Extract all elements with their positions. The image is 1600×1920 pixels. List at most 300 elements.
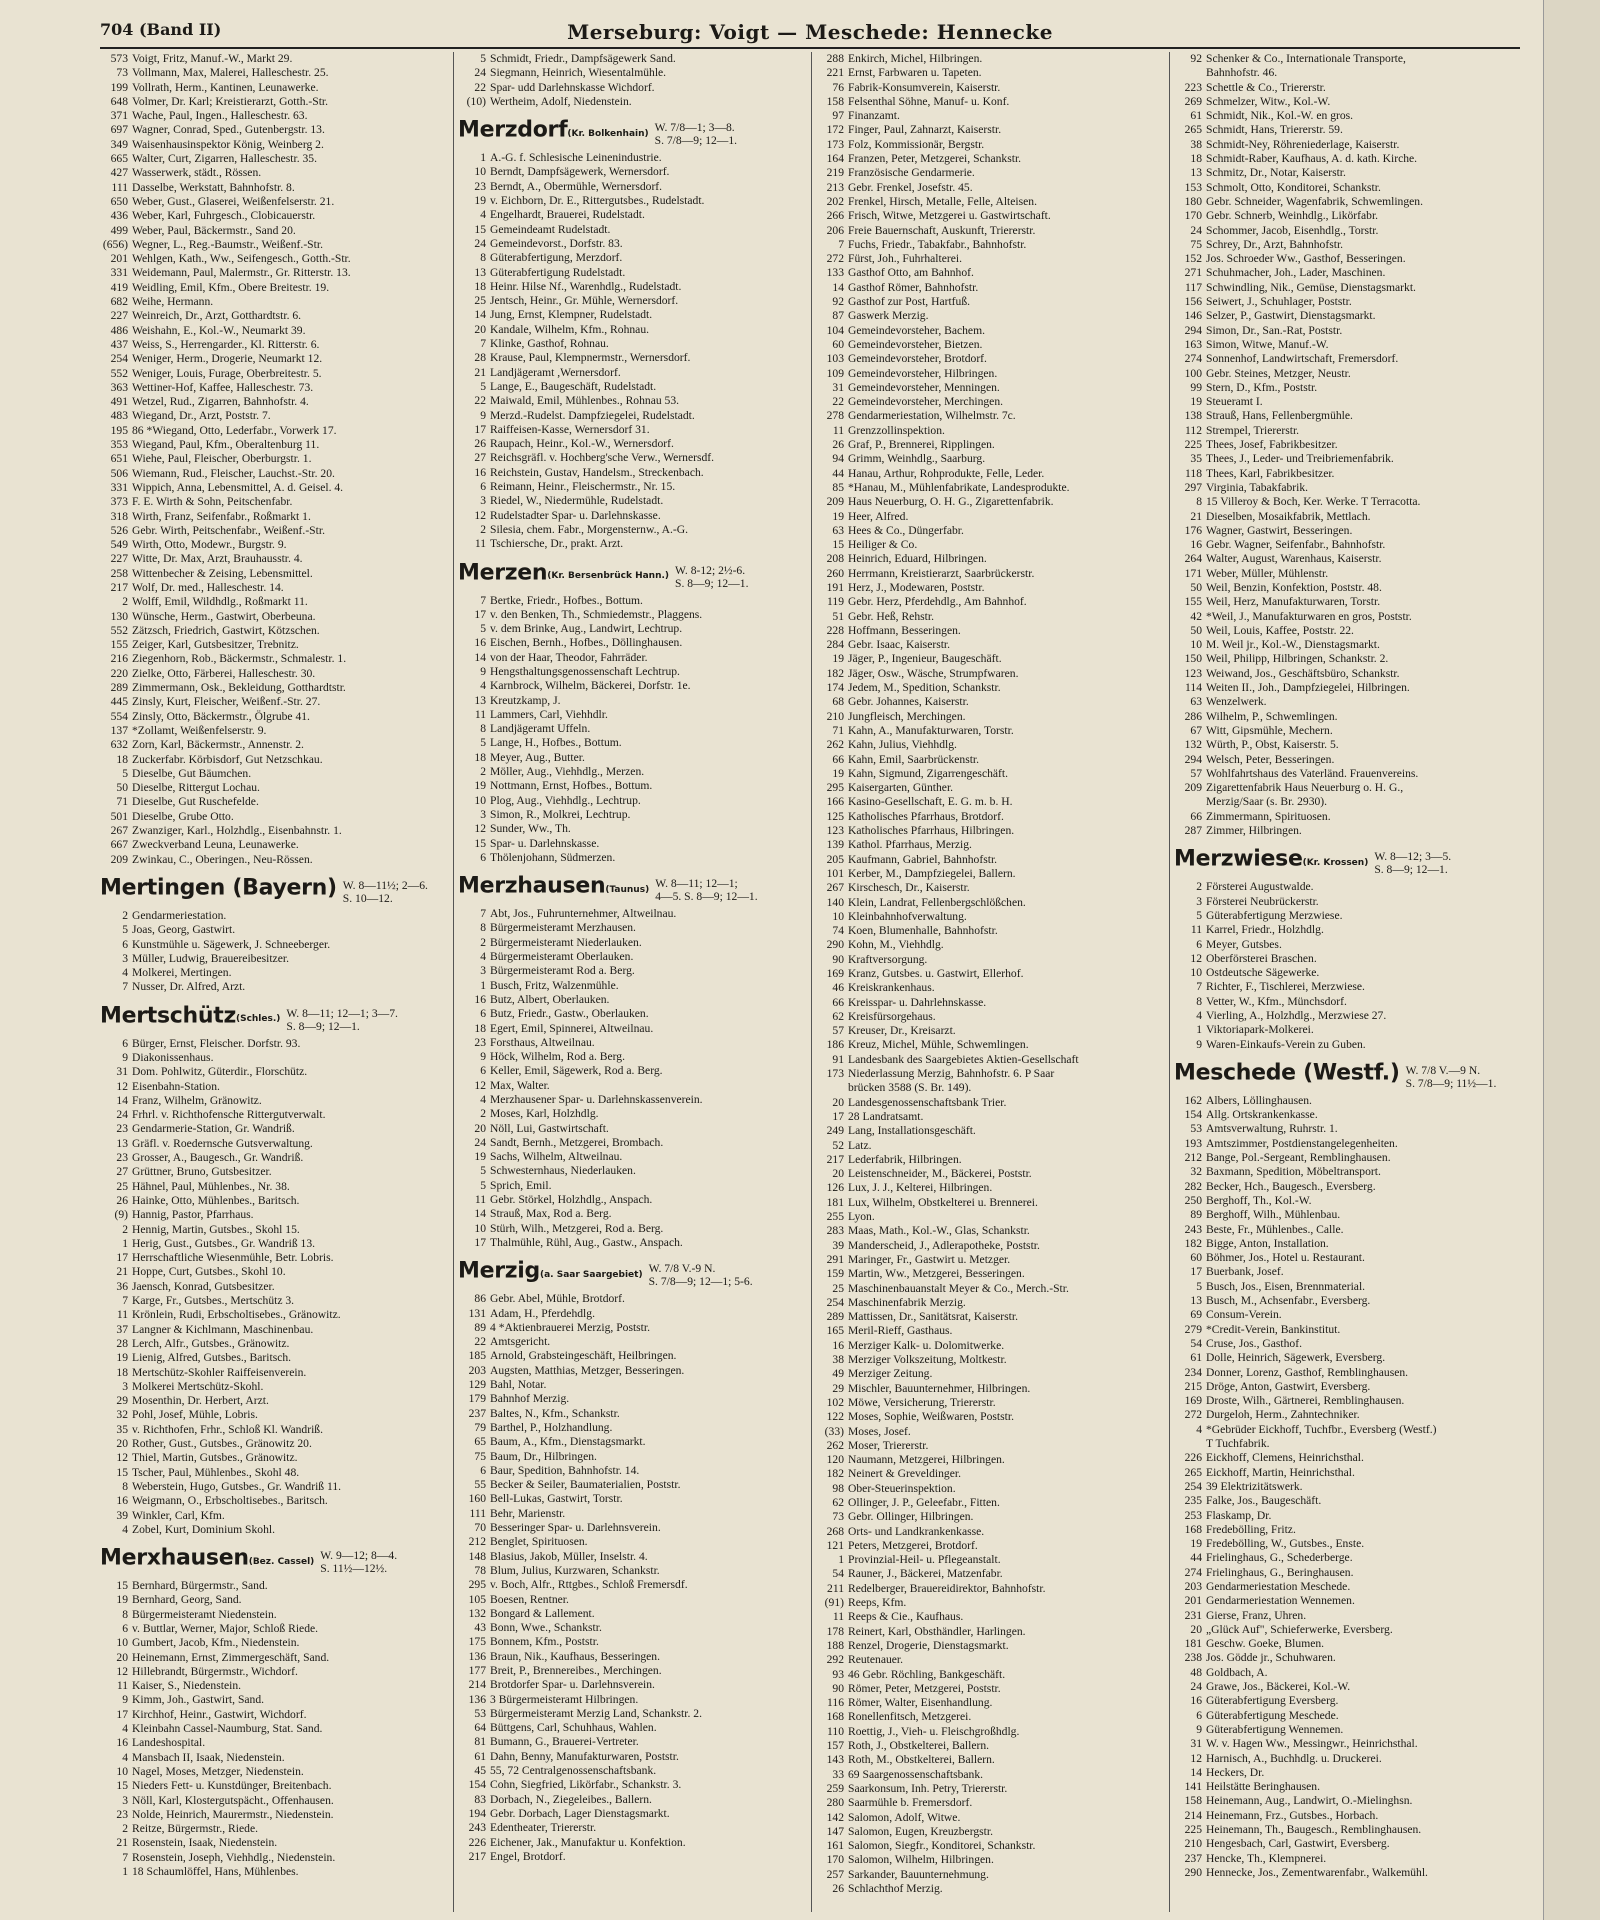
phone-number: 349 bbox=[110, 137, 128, 151]
subscriber-text: Gumbert, Jacob, Kfm., Niedenstein. bbox=[132, 1636, 300, 1650]
subscriber-text: Merzd.-Rudelst. Dampfziegelei, Rudelstadt. bbox=[490, 408, 695, 422]
subscriber-text: Ronellenfitsch, Metzgerei. bbox=[848, 1710, 972, 1724]
directory-entry bbox=[816, 1668, 1164, 1682]
phone-number: 126 bbox=[826, 1181, 844, 1195]
phone-number: 38 bbox=[832, 1353, 844, 1367]
phone-number: 62 bbox=[832, 1495, 844, 1509]
phone-number: 8 bbox=[122, 1479, 128, 1493]
phone-number: 209 bbox=[110, 852, 128, 866]
subscriber-text: Maschinenfabrik Merzig. bbox=[848, 1295, 966, 1309]
phone-number: 153 bbox=[1184, 180, 1202, 194]
directory-entry bbox=[1174, 1208, 1522, 1222]
phone-number: 16 bbox=[1190, 1694, 1202, 1708]
directory-entry bbox=[100, 424, 448, 438]
directory-entry bbox=[458, 1521, 806, 1535]
subscriber-text: Merziger Volkszeitung, Moltkestr. bbox=[848, 1353, 1007, 1367]
header-rule bbox=[100, 47, 1520, 49]
town-region: (Schles.) bbox=[235, 1014, 281, 1025]
subscriber-text: Kandale, Wilhelm, Kfm., Rohnau. bbox=[490, 322, 650, 336]
directory-entry bbox=[100, 824, 448, 838]
phone-number: 237 bbox=[468, 1406, 486, 1420]
directory-entry bbox=[458, 437, 806, 451]
subscriber-text: Brotdorfer Spar- u. Darlehnsverein. bbox=[490, 1678, 655, 1692]
subscriber-text: Vollmann, Max, Malerei, Halleschestr. 25. bbox=[132, 66, 329, 80]
directory-entry bbox=[458, 523, 806, 537]
phone-number: 14 bbox=[1190, 1765, 1202, 1779]
subscriber-text: Baur, Spedition, Bahnhofstr. 14. bbox=[490, 1463, 640, 1477]
phone-number: 142 bbox=[826, 1810, 844, 1824]
phone-number: 138 bbox=[1184, 409, 1202, 423]
directory-entry bbox=[816, 123, 1164, 137]
directory-entry bbox=[1174, 1680, 1522, 1694]
phone-number: 150 bbox=[1184, 652, 1202, 666]
subscriber-text: Frisch, Witwe, Metzgerei u. Gastwirtschaft. bbox=[848, 209, 1051, 223]
subscriber-text: Ober-Steuerinspektion. bbox=[848, 1481, 956, 1495]
phone-number: 16 bbox=[474, 636, 486, 650]
phone-number: 2 bbox=[122, 1822, 128, 1836]
phone-number: 290 bbox=[1184, 1865, 1202, 1879]
phone-number: 22 bbox=[832, 395, 844, 409]
directory-entry bbox=[458, 1507, 806, 1521]
phone-number: 5 bbox=[480, 1164, 486, 1178]
page-header bbox=[100, 20, 1520, 46]
directory-entry bbox=[1174, 1108, 1522, 1122]
directory-entry bbox=[816, 1625, 1164, 1639]
phone-number: 18 bbox=[116, 1365, 128, 1379]
directory-entry bbox=[816, 1081, 1164, 1095]
phone-number: 445 bbox=[110, 695, 128, 709]
directory-entry bbox=[816, 252, 1164, 266]
phone-number: 499 bbox=[110, 223, 128, 237]
directory-entry bbox=[816, 1868, 1164, 1882]
subscriber-text: Reichsgräfl. v. Hochberg'sche Verw., Wernersdf. bbox=[490, 451, 715, 465]
phone-number: 93 bbox=[832, 1667, 844, 1681]
subscriber-text: Kahn, A., Manufakturwaren, Torstr. bbox=[848, 723, 1014, 737]
directory-entry bbox=[458, 1022, 806, 1036]
subscriber-text: Gasthof Römer, Bahnhofstr. bbox=[848, 280, 979, 294]
phone-number: 19 bbox=[116, 1593, 128, 1607]
phone-number: 12 bbox=[116, 1664, 128, 1678]
directory-entry bbox=[458, 1036, 806, 1050]
phone-number: 24 bbox=[1190, 1680, 1202, 1694]
phone-number: 209 bbox=[826, 495, 844, 509]
subscriber-text: Durgeloh, Herm., Zahntechniker. bbox=[1206, 1408, 1360, 1422]
directory-entry bbox=[816, 1510, 1164, 1524]
directory-entry bbox=[816, 1653, 1164, 1667]
phone-number: 19 bbox=[832, 766, 844, 780]
phone-number: 90 bbox=[832, 1681, 844, 1695]
phone-number: 170 bbox=[1184, 209, 1202, 223]
directory-entry bbox=[100, 381, 448, 395]
phone-number: 15 bbox=[832, 538, 844, 552]
directory-entry bbox=[816, 1525, 1164, 1539]
directory-entry bbox=[458, 1378, 806, 1392]
directory-entry bbox=[100, 1308, 448, 1322]
directory-entry bbox=[816, 1539, 1164, 1553]
directory-entry bbox=[816, 881, 1164, 895]
phone-number: 36 bbox=[116, 1279, 128, 1293]
directory-entry bbox=[816, 1682, 1164, 1696]
subscriber-text: Eichener, Jak., Manufaktur u. Konfektion. bbox=[490, 1835, 686, 1849]
directory-entry bbox=[100, 667, 448, 681]
subscriber-text: Vollrath, Herm., Kantinen, Leunawerke. bbox=[132, 80, 319, 94]
directory-entry bbox=[1174, 1623, 1522, 1637]
subscriber-text: Reutenauer. bbox=[848, 1653, 904, 1667]
phone-number: 19 bbox=[832, 509, 844, 523]
directory-entry bbox=[1174, 495, 1522, 509]
phone-number: 111 bbox=[469, 1506, 486, 1520]
subscriber-text: Kreiskrankenhaus. bbox=[848, 981, 935, 995]
directory-entry bbox=[816, 524, 1164, 538]
phone-number: 9 bbox=[480, 408, 486, 422]
subscriber-text: Katholisches Pfarrhaus, Brotdorf. bbox=[848, 809, 1004, 823]
phone-number: 1 bbox=[838, 1553, 844, 1567]
directory-entry bbox=[816, 1796, 1164, 1810]
subscriber-text: Tscher, Paul, Mühlenbes., Skohl 48. bbox=[132, 1465, 300, 1479]
directory-entry bbox=[816, 981, 1164, 995]
phone-number: 265 bbox=[1184, 1465, 1202, 1479]
directory-entry bbox=[1174, 281, 1522, 295]
phone-number: 50 bbox=[1190, 623, 1202, 637]
directory-entry bbox=[1174, 1151, 1522, 1165]
directory-entry bbox=[458, 622, 806, 636]
subscriber-text: Bürger, Ernst, Fleischer. Dorfstr. 93. bbox=[132, 1036, 301, 1050]
column-divider bbox=[453, 52, 454, 1912]
subscriber-text: Gebr. Heß, Rehstr. bbox=[848, 609, 934, 623]
subscriber-text: Wolff, Emil, Wildhdlg., Roßmarkt 11. bbox=[132, 595, 308, 609]
subscriber-text: Kerber, M., Dampfziegelei, Ballern. bbox=[848, 866, 1016, 880]
phone-number: 76 bbox=[832, 80, 844, 94]
subscriber-text: Kasino-Gesellschaft, E. G. m. b. H. bbox=[848, 795, 1013, 809]
subscriber-text: Ostdeutsche Sägewerke. bbox=[1206, 966, 1320, 980]
phone-number: 174 bbox=[826, 681, 844, 695]
town-heading bbox=[100, 875, 448, 905]
phone-number: 262 bbox=[826, 1438, 844, 1452]
directory-entry bbox=[458, 95, 806, 109]
subscriber-text: Gemeindevorsteher, Merchingen. bbox=[848, 395, 1004, 409]
directory-entry bbox=[100, 123, 448, 137]
subscriber-text: Schmolt, Otto, Konditorei, Schankstr. bbox=[1206, 180, 1381, 194]
subscriber-text: Busch, Fritz, Walzenmühle. bbox=[490, 978, 619, 992]
directory-entry bbox=[458, 1107, 806, 1121]
directory-entry bbox=[816, 824, 1164, 838]
directory-entry bbox=[1174, 1337, 1522, 1351]
phone-number: 4 bbox=[122, 1750, 128, 1764]
phone-number: 68 bbox=[832, 695, 844, 709]
subscriber-text: Jung, Ernst, Klempner, Rudelstadt. bbox=[490, 308, 653, 322]
directory-entry bbox=[1174, 567, 1522, 581]
phone-number: 5 bbox=[480, 622, 486, 636]
directory-entry bbox=[1174, 324, 1522, 338]
subscriber-text: Weidling, Emil, Kfm., Obere Breitestr. 19. bbox=[132, 280, 330, 294]
directory-entry bbox=[1174, 923, 1522, 937]
subscriber-text: Weidemann, Paul, Malermstr., Gr. Ritterstr. 13. bbox=[132, 266, 351, 280]
phone-number: 286 bbox=[1184, 709, 1202, 723]
phone-number: 85 bbox=[832, 480, 844, 494]
directory-entry bbox=[458, 751, 806, 765]
directory-entry bbox=[100, 1094, 448, 1108]
directory-entry bbox=[100, 367, 448, 381]
town-name: Merzhausen bbox=[458, 873, 606, 899]
directory-entry bbox=[816, 1639, 1164, 1653]
phone-number: 185 bbox=[468, 1349, 486, 1363]
subscriber-text: von der Haar, Theodor, Fahrräder. bbox=[490, 650, 648, 664]
subscriber-text: Eickhoff, Clemens, Heinrichsthal. bbox=[1206, 1451, 1364, 1465]
office-hours: W. 9—12; 8—4. S. 11½—12½. bbox=[320, 1549, 398, 1576]
subscriber-text: Lange, H., Hofbes., Bottum. bbox=[490, 736, 622, 750]
phone-number: 13 bbox=[116, 1136, 128, 1150]
phone-number: 19 bbox=[474, 1150, 486, 1164]
phone-number: 195 bbox=[110, 423, 128, 437]
phone-number: 289 bbox=[826, 1310, 844, 1324]
directory-entry bbox=[816, 1382, 1164, 1396]
subscriber-text: Katholisches Pfarrhaus, Hilbringen. bbox=[848, 824, 1015, 838]
directory-entry bbox=[100, 1180, 448, 1194]
directory-entry bbox=[816, 667, 1164, 681]
phone-number: 5 bbox=[480, 736, 486, 750]
town-name: Merzdorf bbox=[458, 117, 568, 143]
phone-number: 176 bbox=[1184, 523, 1202, 537]
phone-number: 194 bbox=[468, 1806, 486, 1820]
subscriber-text: Schlachthof Merzig. bbox=[848, 1882, 943, 1895]
subscriber-text: Reinert, Karl, Obsthändler, Harlingen. bbox=[848, 1624, 1026, 1638]
phone-number: 168 bbox=[826, 1710, 844, 1724]
subscriber-text: Herrschaftliche Wiesenmühle, Betr. Lobris. bbox=[132, 1251, 334, 1265]
phone-number: 178 bbox=[826, 1624, 844, 1638]
directory-entry bbox=[458, 1321, 806, 1335]
directory-entry bbox=[458, 1664, 806, 1678]
directory-entry bbox=[816, 181, 1164, 195]
phone-number: 632 bbox=[110, 738, 128, 752]
subscriber-text: Gendarmeriestation Meschede. bbox=[1206, 1579, 1351, 1593]
subscriber-text: Güterabfertigung, Merzdorf. bbox=[490, 251, 623, 265]
phone-number: 17 bbox=[474, 607, 486, 621]
phone-number: 148 bbox=[468, 1549, 486, 1563]
phone-number: 26 bbox=[474, 437, 486, 451]
phone-number: 53 bbox=[1190, 1122, 1202, 1136]
directory-entry bbox=[816, 452, 1164, 466]
directory-entry bbox=[100, 1323, 448, 1337]
subscriber-text: Güterabfertigung Meschede. bbox=[1206, 1708, 1339, 1722]
subscriber-text: Mosenthin, Dr. Herbert, Arzt. bbox=[132, 1394, 269, 1408]
directory-entry bbox=[1174, 767, 1522, 781]
directory-entry bbox=[816, 552, 1164, 566]
phone-number: 219 bbox=[826, 166, 844, 180]
phone-number: 54 bbox=[832, 1567, 844, 1581]
directory-entry bbox=[1174, 224, 1522, 238]
subscriber-text: Haus Neuerburg, O. H. G., Zigarettenfabrik. bbox=[848, 495, 1054, 509]
directory-entry bbox=[1174, 1666, 1522, 1680]
subscriber-text: Gendarmerie-Station, Gr. Wandriß. bbox=[132, 1122, 295, 1136]
subscriber-text: Behr, Marienstr. bbox=[490, 1506, 566, 1520]
directory-entry bbox=[816, 1038, 1164, 1052]
subscriber-text: Martin, Ww., Metzgerei, Besseringen. bbox=[848, 1267, 1025, 1281]
directory-entry bbox=[1174, 1480, 1522, 1494]
subscriber-text: Enkirch, Michel, Hilbringen. bbox=[848, 52, 983, 65]
directory-entry bbox=[100, 1194, 448, 1208]
subscriber-text: Zinsly, Otto, Bäckermstr., Ölgrube 41. bbox=[132, 709, 310, 723]
town-heading bbox=[458, 1258, 806, 1289]
phone-number: 28 bbox=[474, 351, 486, 365]
subscriber-text: Karrel, Friedr., Holzhdlg. bbox=[1206, 923, 1324, 937]
phone-number: 4 bbox=[480, 679, 486, 693]
phone-number: 159 bbox=[826, 1267, 844, 1281]
directory-entry bbox=[1174, 1180, 1522, 1194]
subscriber-text: Weniger, Louis, Furage, Oberbreitestr. 5. bbox=[132, 366, 322, 380]
subscriber-text: Hainke, Otto, Mühlenbes., Baritsch. bbox=[132, 1193, 300, 1207]
phone-number: 202 bbox=[826, 194, 844, 208]
subscriber-text: Schmelzer, Witw., Kol.-W. bbox=[1206, 94, 1331, 108]
directory-entry bbox=[458, 1593, 806, 1607]
phone-number: 50 bbox=[116, 781, 128, 795]
subscriber-text: Schwesternhaus, Niederlauken. bbox=[490, 1164, 636, 1178]
subscriber-text: Gebr. Störkel, Holzhdlg., Anspach. bbox=[490, 1193, 653, 1207]
subscriber-text: Weber, Karl, Fuhrgesch., Clobicauerstr. bbox=[132, 209, 316, 223]
subscriber-text: Moser, Triererstr. bbox=[848, 1438, 929, 1452]
subscriber-text: Nolde, Heinrich, Maurermstr., Niedenstein. bbox=[132, 1807, 334, 1821]
subscriber-text: Fredebölling, Fritz. bbox=[1206, 1522, 1296, 1536]
phone-number: 110 bbox=[827, 1724, 844, 1738]
subscriber-text: Schwindling, Nik., Gemüse, Dienstagsmarkt. bbox=[1206, 280, 1416, 294]
subscriber-text: Wettiner-Hof, Kaffee, Halleschestr. 73. bbox=[132, 380, 314, 394]
subscriber-text: Diakonissenhaus. bbox=[132, 1051, 214, 1064]
phone-number: 4 bbox=[480, 950, 486, 964]
subscriber-text: Maiwald, Emil, Mühlenbes., Rohnau 53. bbox=[490, 394, 680, 408]
subscriber-text: Heiliger & Co. bbox=[848, 538, 918, 552]
subscriber-text: Welsch, Peter, Besseringen. bbox=[1206, 752, 1335, 766]
directory-entry bbox=[458, 1707, 806, 1721]
subscriber-text: Rosenstein, Isaak, Niedenstein. bbox=[132, 1836, 278, 1850]
directory-entry bbox=[100, 95, 448, 109]
phone-number: 294 bbox=[1184, 752, 1202, 766]
subscriber-text: Weiss, S., Herrengarder., Kl. Ritterstr. 6. bbox=[132, 337, 320, 351]
directory-entry bbox=[1174, 1394, 1522, 1408]
phone-number: 136 bbox=[468, 1649, 486, 1663]
subscriber-text: Kahn, Julius, Viehhdlg. bbox=[848, 738, 957, 752]
phone-number: 100 bbox=[1184, 366, 1202, 380]
subscriber-text: Römer, Walter, Eisenhandlung. bbox=[848, 1696, 993, 1710]
subscriber-text: brücken 3588 (S. Br. 149). bbox=[848, 1081, 972, 1095]
directory-entry bbox=[1174, 1551, 1522, 1565]
subscriber-text: Güterabfertigung Rudelstadt. bbox=[490, 265, 626, 279]
directory-entry bbox=[816, 695, 1164, 709]
phone-number: 92 bbox=[1190, 52, 1202, 65]
directory-entry bbox=[1174, 381, 1522, 395]
subscriber-text: Dieselbe, Rittergut Lochau. bbox=[132, 781, 260, 795]
directory-entry bbox=[458, 266, 806, 280]
directory-entry bbox=[816, 195, 1164, 209]
phone-number: 87 bbox=[832, 309, 844, 323]
subscriber-text: Freie Bauernschaft, Auskunft, Triererstr. bbox=[848, 223, 1036, 237]
directory-entry bbox=[458, 1421, 806, 1435]
phone-number: 29 bbox=[116, 1394, 128, 1408]
directory-entry bbox=[100, 581, 448, 595]
phone-number: 27 bbox=[474, 451, 486, 465]
directory-entry bbox=[816, 409, 1164, 423]
directory-entry bbox=[816, 1267, 1164, 1281]
subscriber-text: Butz, Albert, Oberlauken. bbox=[490, 992, 610, 1006]
subscriber-text: Kirchhof, Heinr., Gastwirt, Wichdorf. bbox=[132, 1707, 307, 1721]
phone-number: 4 bbox=[1196, 1009, 1202, 1022]
phone-number: 268 bbox=[826, 1524, 844, 1538]
phone-number: 19 bbox=[474, 194, 486, 208]
phone-number: 180 bbox=[1184, 194, 1202, 208]
directory-entry bbox=[816, 1739, 1164, 1753]
phone-number: 168 bbox=[1184, 1522, 1202, 1536]
phone-number: 227 bbox=[110, 552, 128, 566]
directory-entry bbox=[100, 909, 448, 923]
subscriber-text: Weishahn, E., Kol.-W., Neumarkt 39. bbox=[132, 323, 306, 337]
directory-entry bbox=[100, 1722, 448, 1736]
phone-number: 57 bbox=[832, 1024, 844, 1038]
phone-number: 290 bbox=[826, 938, 844, 952]
directory-entry bbox=[458, 1678, 806, 1692]
directory-entry bbox=[816, 224, 1164, 238]
directory-entry bbox=[816, 595, 1164, 609]
phone-number: 3 bbox=[480, 494, 486, 508]
subscriber-text: Herz, J., Modewaren, Poststr. bbox=[848, 580, 985, 594]
phone-number: 123 bbox=[1184, 666, 1202, 680]
phone-number: 18 bbox=[474, 750, 486, 764]
subscriber-text: Möwe, Versicherung, Triererstr. bbox=[848, 1395, 996, 1409]
subscriber-text: Waren-Einkaufs-Verein zu Guben. bbox=[1206, 1037, 1366, 1051]
directory-entry bbox=[100, 66, 448, 80]
phone-number: 10 bbox=[116, 1764, 128, 1778]
directory-entry bbox=[458, 1179, 806, 1193]
subscriber-text: Gemeindevorsteher, Bietzen. bbox=[848, 337, 983, 351]
town-heading bbox=[458, 117, 806, 148]
directory-entry bbox=[100, 1294, 448, 1308]
directory-entry bbox=[458, 1721, 806, 1735]
phone-number: 17 bbox=[1190, 1265, 1202, 1279]
directory-entry bbox=[458, 679, 806, 693]
directory-entry bbox=[816, 853, 1164, 867]
directory-entry bbox=[1174, 753, 1522, 767]
subscriber-text: Fabrik-Konsumverein, Kaiserstr. bbox=[848, 80, 1001, 94]
subscriber-text: Heinemann, Ernst, Zimmergeschäft, Sand. bbox=[132, 1650, 330, 1664]
phone-number: 23 bbox=[116, 1122, 128, 1136]
phone-number: 5 bbox=[1196, 1279, 1202, 1293]
subscriber-text: Becker, Hch., Baugesch., Eversberg. bbox=[1206, 1179, 1376, 1193]
phone-number: 16 bbox=[474, 465, 486, 479]
directory-entry bbox=[816, 1339, 1164, 1353]
directory-entry bbox=[100, 524, 448, 538]
phone-number: 11 bbox=[116, 1679, 128, 1693]
phone-number: 18 bbox=[474, 1021, 486, 1035]
directory-entry bbox=[1174, 209, 1522, 223]
subscriber-text: Gemeindevorsteher, Hilbringen. bbox=[848, 366, 998, 380]
subscriber-text: Stürh, Wilh., Metzgerei, Rod a. Berg. bbox=[490, 1221, 664, 1235]
phone-number: 254 bbox=[826, 1295, 844, 1309]
directory-entry bbox=[458, 52, 806, 66]
directory-entry bbox=[1174, 966, 1522, 980]
subscriber-text: Berndt, Dampfsägewerk, Wernersdorf. bbox=[490, 165, 670, 179]
directory-entry bbox=[1174, 624, 1522, 638]
subscriber-text: Hennecke, Jos., Zementwarenfabr., Walkemühl. bbox=[1206, 1865, 1428, 1879]
subscriber-text: Bernhard, Georg, Sand. bbox=[132, 1593, 242, 1607]
subscriber-text: Kahn, Sigmund, Zigarrengeschäft. bbox=[848, 766, 1009, 780]
subscriber-text: Schmitz, Dr., Notar, Kaiserstr. bbox=[1206, 166, 1346, 180]
subscriber-text: Wohlfahrtshaus des Vaterländ. Frauenvereins. bbox=[1206, 766, 1419, 780]
phone-number: 61 bbox=[474, 1749, 486, 1763]
directory-entry bbox=[100, 452, 448, 466]
directory-entry bbox=[458, 1764, 806, 1778]
directory-entry bbox=[816, 624, 1164, 638]
directory-entry bbox=[816, 395, 1164, 409]
subscriber-text: Naumann, Metzgerei, Hilbringen. bbox=[848, 1453, 1005, 1467]
subscriber-text: Bongard & Lallement. bbox=[490, 1606, 595, 1620]
subscriber-text: Wasserwerk, städt., Rössen. bbox=[132, 166, 262, 180]
